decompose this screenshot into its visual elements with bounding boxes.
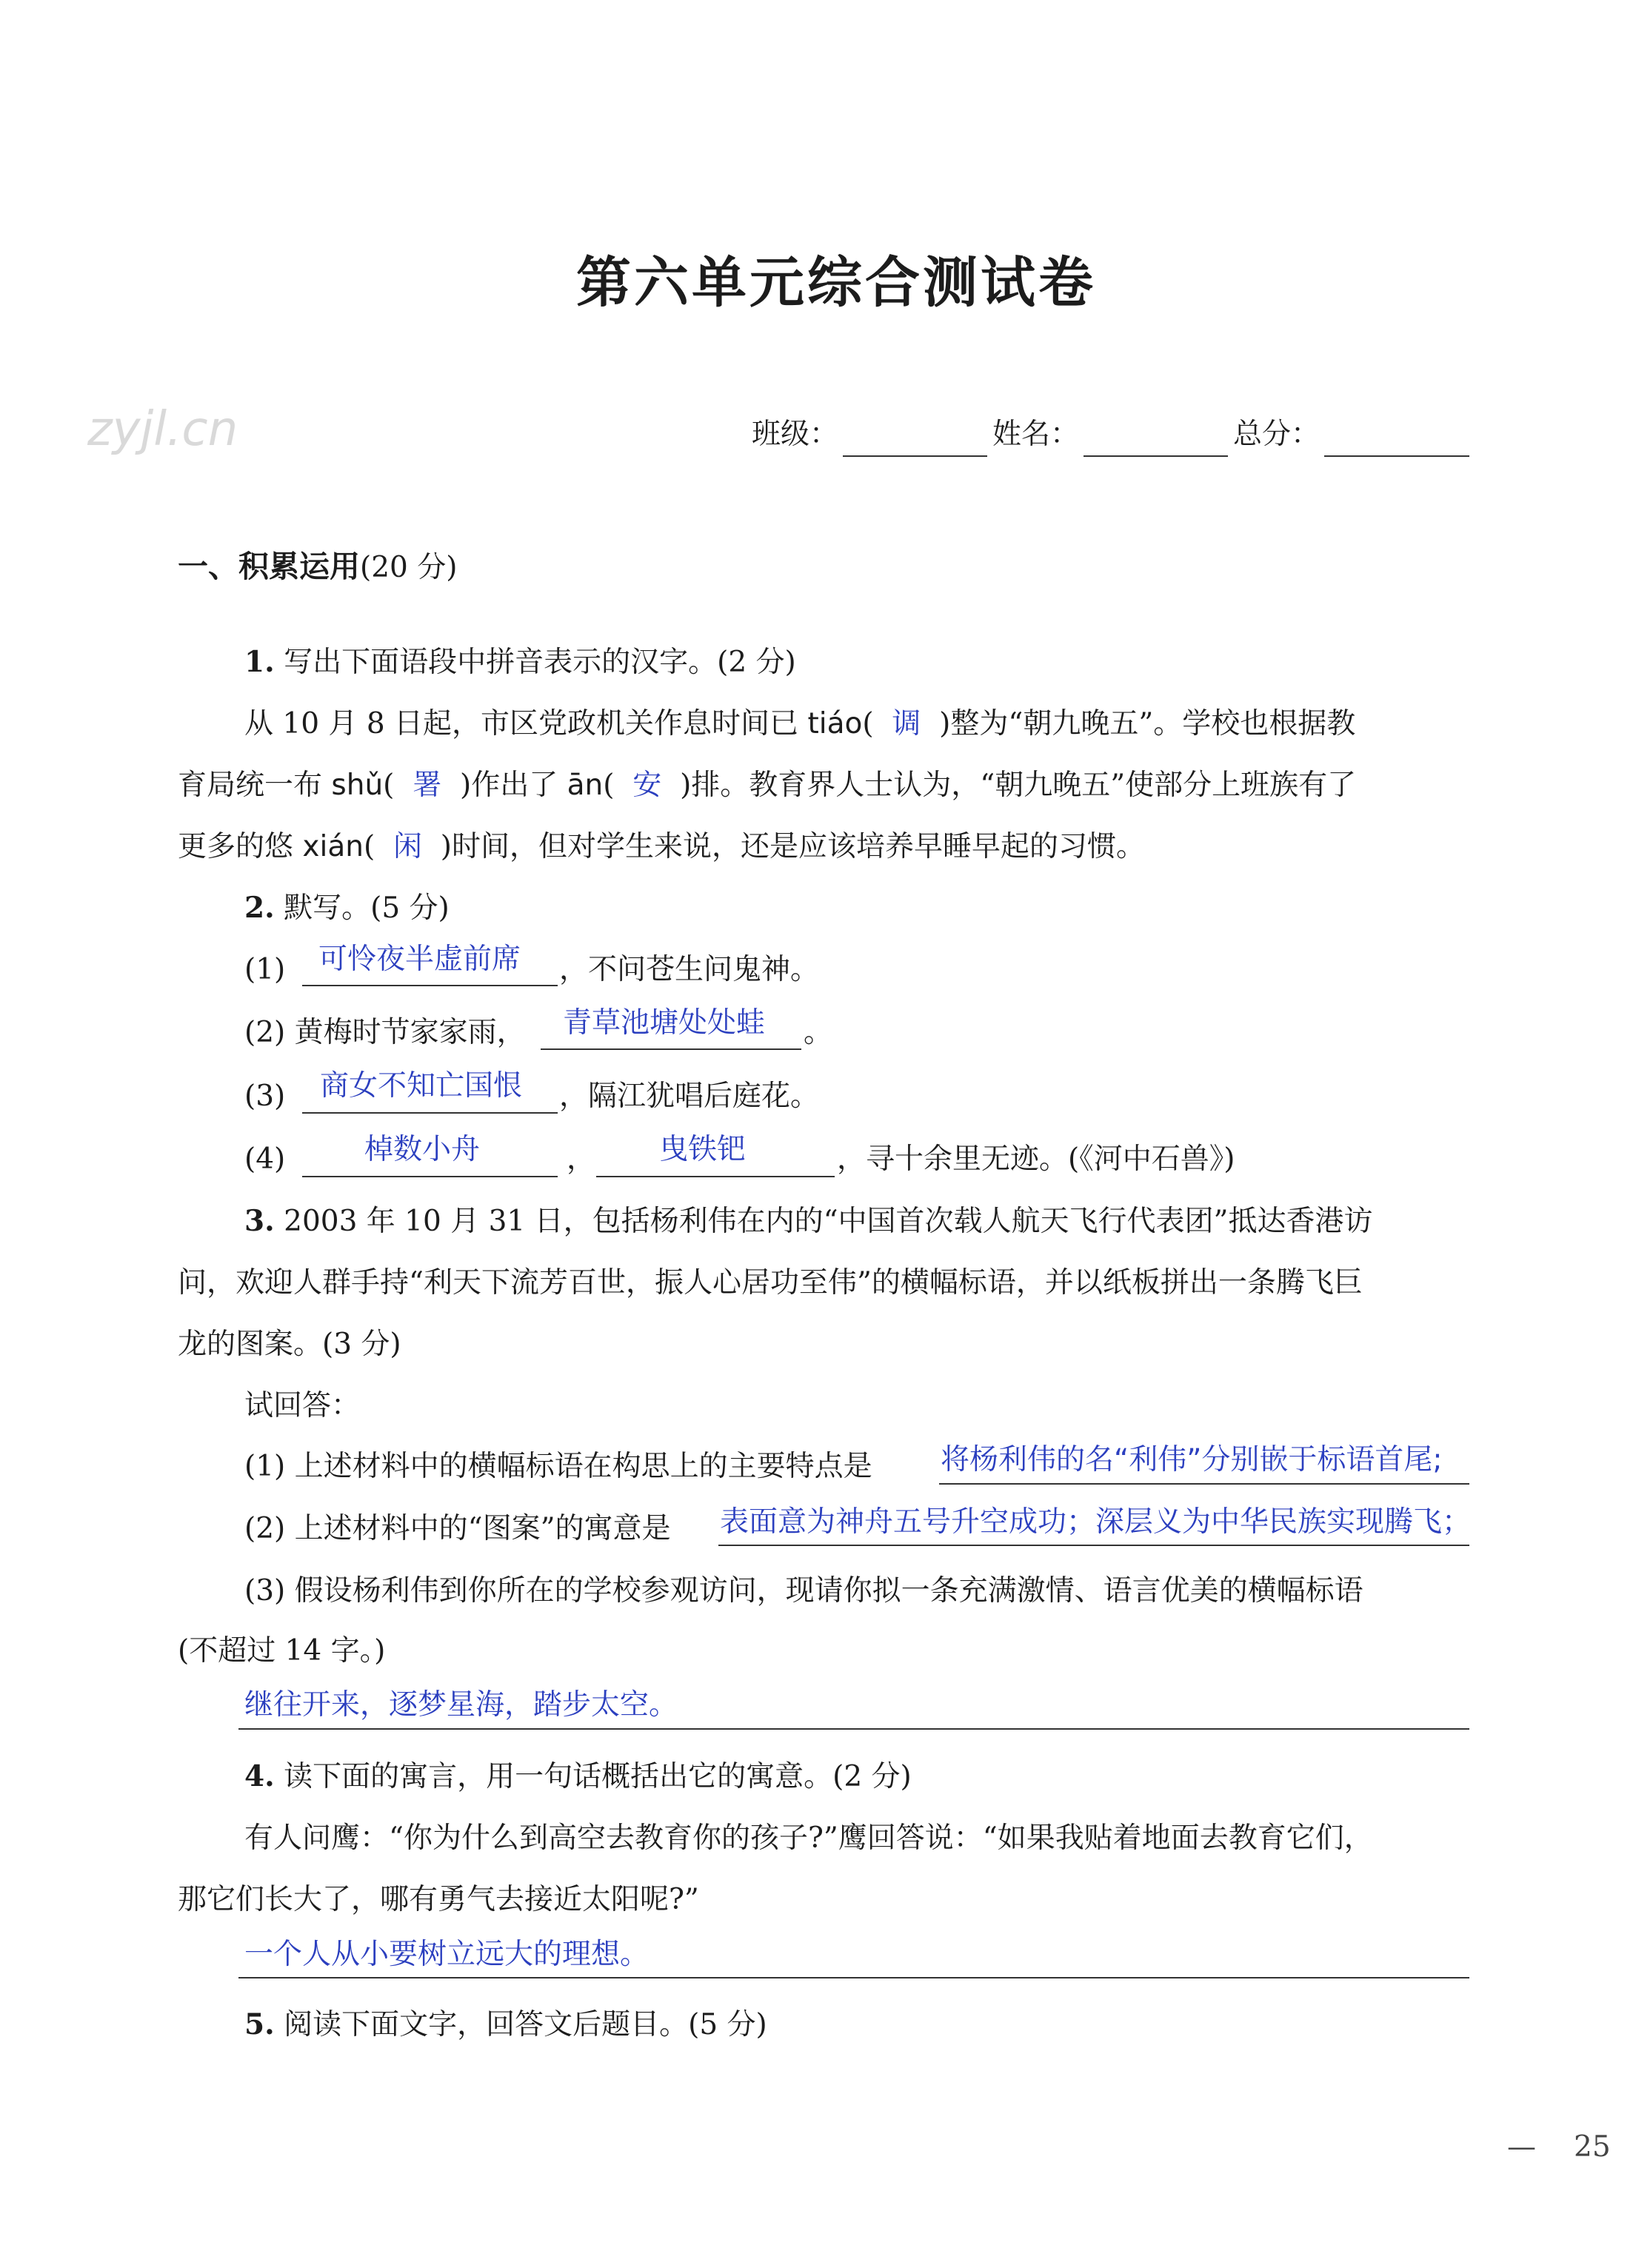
page-number: 25 [1574, 2130, 1611, 2164]
q2-item-4-comma: ， [567, 1143, 596, 1176]
question-2-stem [244, 891, 450, 925]
question-1-stem [244, 645, 796, 679]
q3-sub-1-text: (1) 上述材料中的横幅标语在构思上的主要特点是 [244, 1450, 872, 1483]
q1-line-3: 更多的悠 xián( 闲 )时间，但对学生来说，还是应该培养早睡早起的习惯。 [178, 830, 1146, 863]
question-4-line-2: 那它们长大了，哪有勇气去接近太阳呢?” [178, 1883, 699, 1916]
passage-text: 更多的悠 [178, 830, 303, 863]
question-3-line-2: 问，欢迎人群手持“利天下流芳百世，振人心居功至伟”的横幅标语，并以纸板拼出一条腾飞巨 [178, 1266, 1363, 1299]
question-4-answer[interactable]: 一个人从小要树立远大的理想。 [244, 1938, 650, 1971]
q2-item-1-label: (1) [244, 953, 286, 986]
q1-line-1: 从 10 月 8 日起，市区党政机关作息时间已 tiáo( 调 )整为“朝九晚五”。学校也根据教 [244, 707, 1356, 740]
score-field[interactable] [1324, 455, 1469, 457]
q3-sub-3-line-1: (3) 假设杨利伟到你所在的学校参观访问，现请你拟一条充满激情、语言优美的横幅标语 [244, 1574, 1363, 1608]
class-label: 班级： [752, 418, 839, 451]
q1-line-2: 育局统一布 shǔ( 署 )作出了 ān( 安 )排。教育界人士认为，“朝九晚五”使部分上班族有了 [178, 769, 1357, 802]
question-text: 默写。(5 分) [284, 892, 450, 925]
question-number: 4. [244, 1759, 275, 1793]
blank-line [302, 1112, 558, 1114]
question-3-line-1 [244, 1204, 1373, 1238]
q3-sub-1-answer[interactable]: 将杨利伟的名“利伟”分别嵌于标语首尾; [941, 1443, 1443, 1476]
blank-line [596, 1176, 835, 1177]
answer-xian[interactable]: 闲 [393, 830, 422, 863]
q2-item-1-answer[interactable]: 可怜夜半虚前席 [318, 943, 521, 976]
blank-line [939, 1483, 1469, 1485]
pinyin: ān [567, 769, 604, 802]
name-label: 姓名： [992, 418, 1080, 451]
passage-text: 排。教育界人士认为，“朝九晚五”使部分上班族有了 [691, 769, 1357, 802]
question-5-stem [244, 2007, 767, 2041]
name-field[interactable] [1084, 455, 1228, 457]
blank-line [541, 1048, 801, 1050]
pinyin: shǔ [331, 769, 384, 802]
blank-line [302, 985, 558, 986]
passage-text: 育局统一布 [178, 769, 332, 802]
question-text: 阅读下面文字，回答文后题目。(5 分) [284, 2008, 767, 2041]
q2-item-4-answer-b[interactable]: 曳铁钯 [659, 1133, 747, 1166]
q2-item-2-answer[interactable]: 青草池塘处处蛙 [563, 1006, 766, 1040]
footer-dash: — [1507, 2130, 1536, 2164]
passage-text: 时间，但对学生来说，还是应该培养早睡早起的习惯。 [452, 830, 1146, 863]
passage-text: 从 10 月 8 日起，市区党政机关作息时间已 [244, 707, 808, 740]
pinyin: tiáo [807, 707, 863, 740]
q2-item-4-text: ，寻十余里无迹。(《河中石兽》) [837, 1143, 1235, 1176]
q3-sub-2-answer[interactable]: 表面意为神舟五号升空成功；深层义为中华民族实现腾飞； [720, 1505, 1472, 1539]
q2-item-3-label: (3) [244, 1080, 286, 1113]
passage-text: 整为“朝九晚五”。学校也根据教 [950, 707, 1356, 740]
passage-text: 作出了 [471, 769, 567, 802]
question-number: 3. [244, 1204, 275, 1238]
class-field[interactable] [843, 455, 987, 457]
q2-item-2-label: (2) 黄梅时节家家雨， [244, 1016, 526, 1049]
pinyin: xián [302, 830, 364, 863]
question-3-prompt: 试回答： [244, 1389, 361, 1422]
question-3-line-3: 龙的图案。(3 分) [178, 1328, 401, 1361]
q2-item-1-text: ，不问苍生问鬼神。 [559, 953, 820, 986]
page-title: 第六单元综合测试卷 [576, 251, 1096, 315]
question-text: 读下面的寓言，用一句话概括出它的寓意。(2 分) [284, 1760, 912, 1793]
question-number: 2. [244, 891, 275, 925]
question-number: 1. [244, 645, 275, 679]
q2-item-2-text: 。 [804, 1016, 833, 1049]
question-4-stem [244, 1759, 912, 1793]
question-text: 写出下面语段中拼音表示的汉字。(2 分) [284, 646, 796, 679]
blank-line [238, 1728, 1469, 1730]
question-text: 2003 年 10 月 31 日，包括杨利伟在内的“中国首次载人航天飞行代表团”抵达香港访 [284, 1205, 1373, 1238]
q2-item-4-label: (4) [244, 1143, 286, 1176]
question-4-line-1: 有人问鹰：“你为什么到高空去教育你的孩子?”鹰回答说：“如果我贴着地面去教育它们， [244, 1822, 1373, 1855]
blank-line [238, 1977, 1469, 1978]
section-score: (20 分) [360, 551, 458, 584]
answer-an[interactable]: 安 [632, 769, 662, 802]
watermark-logo: zyjl.cn [87, 402, 238, 457]
blank-line [718, 1545, 1469, 1546]
answer-tiao[interactable]: 调 [892, 707, 921, 740]
q3-sub-3-answer[interactable]: 继往开来，逐梦星海，踏步太空。 [244, 1688, 678, 1722]
q2-item-3-answer[interactable]: 商女不知亡国恨 [320, 1069, 523, 1103]
q2-item-3-text: ，隔江犹唱后庭花。 [559, 1080, 820, 1113]
q2-item-4-answer-a[interactable]: 棹数小舟 [364, 1133, 481, 1166]
question-number: 5. [244, 2007, 275, 2041]
blank-line [302, 1176, 558, 1177]
answer-shu[interactable]: 署 [413, 769, 442, 802]
score-label: 总分： [1233, 418, 1321, 451]
section-heading [178, 549, 458, 584]
section-label: 一、积累运用 [178, 549, 360, 584]
q3-sub-3-line-2: (不超过 14 字。) [178, 1634, 386, 1667]
q3-sub-2-text: (2) 上述材料中的“图案”的寓意是 [244, 1512, 671, 1545]
